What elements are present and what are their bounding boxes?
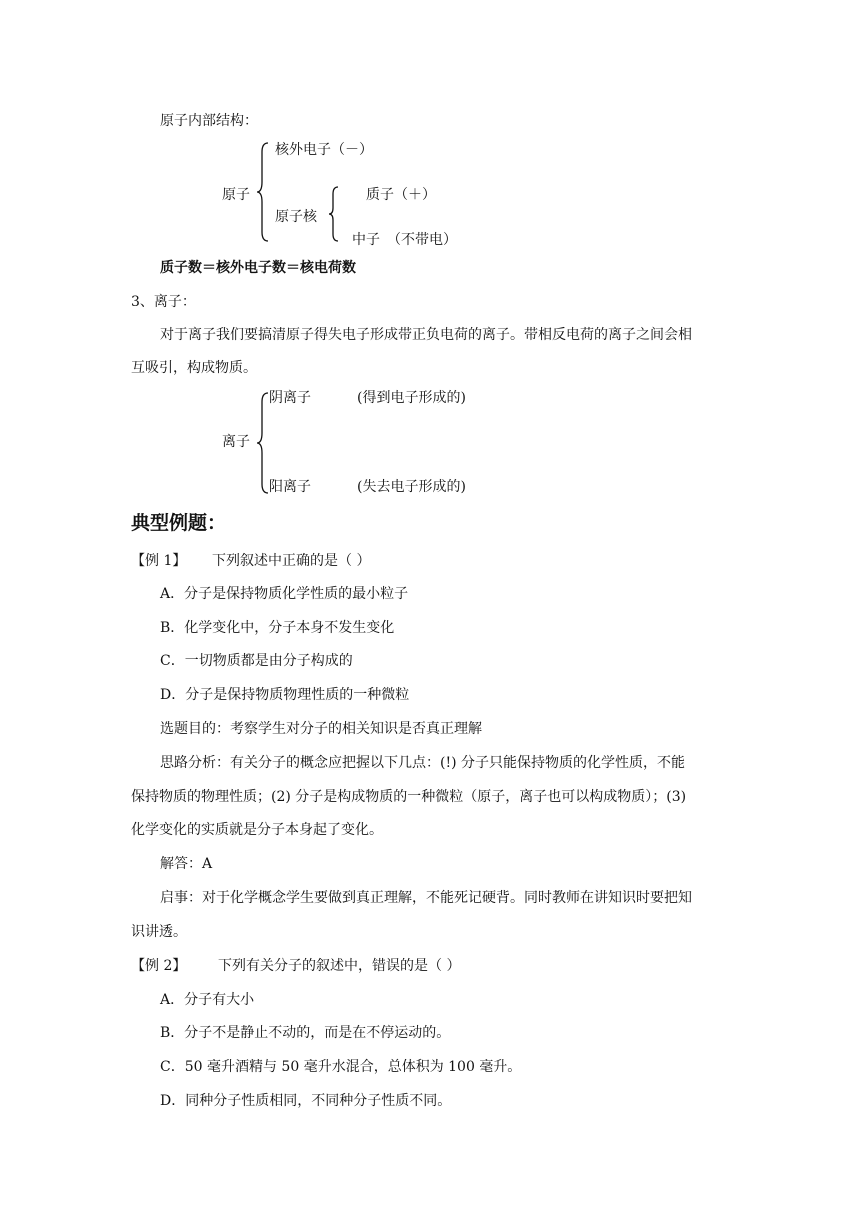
example1-analysis-line3: 化学变化的实质就是分子本身起了变化。 xyxy=(131,822,383,838)
example2-option-a: A．分子有大小 xyxy=(160,992,255,1008)
example1-insight-line2: 识讲透。 xyxy=(131,924,187,940)
cation-note: (失去电子形成的) xyxy=(357,479,466,495)
charge-formula: 质子数＝核外电子数＝核电荷数 xyxy=(160,260,356,276)
ion-heading: 3、离子： xyxy=(131,294,196,310)
cation-label: 阳离子 xyxy=(269,479,311,495)
anion-label: 阴离子 xyxy=(269,390,311,406)
ion-root-label: 离子 xyxy=(222,434,250,450)
example1-answer: 解答：A xyxy=(160,856,213,872)
ion-paragraph-line1: 对于离子我们要搞清原子得失电子形成带正负电荷的离子。带相反电荷的离子之间会相 xyxy=(160,327,692,343)
example1-label: 【例 1】 xyxy=(131,553,187,569)
atom-brace xyxy=(256,142,270,242)
example1-insight-line1: 启事：对于化学概念学生要做到真正理解，不能死记硬背。同时教师在讲知识时要把知 xyxy=(160,890,692,906)
anion-note: (得到电子形成的) xyxy=(357,390,466,406)
example1-option-c: C．一切物质都是由分子构成的 xyxy=(160,653,353,669)
example2-option-c: C．50 毫升酒精与 50 毫升水混合，总体积为 100 毫升。 xyxy=(160,1059,522,1075)
atom-heading: 原子内部结构： xyxy=(160,113,258,129)
neutron-label: 中子 （不带电） xyxy=(352,232,457,248)
examples-title: 典型例题： xyxy=(131,512,227,534)
example1-option-b: B．化学变化中，分子本身不发生变化 xyxy=(160,620,395,636)
example1-analysis-line1: 思路分析：有关分子的概念应把握以下几点：(!) 分子只能保持物质的化学性质，不能 xyxy=(160,755,685,771)
ion-brace xyxy=(256,392,270,494)
example1-option-d: D．分子是保持物质物理性质的一种微粒 xyxy=(160,687,410,703)
example2-question: 下列有关分子的叙述中，错误的是（ ） xyxy=(218,958,461,974)
example1-analysis-line2: 保持物质的物理性质；(2) 分子是构成物质的一种微粒（原子，离子也可以构成物质）；(3) xyxy=(131,789,687,805)
example1-question: 下列叙述中正确的是（ ） xyxy=(212,553,371,569)
nucleus-label: 原子核 xyxy=(275,209,317,225)
example2-label: 【例 2】 xyxy=(131,958,187,974)
atom-root-label: 原子 xyxy=(222,187,250,203)
nucleus-brace xyxy=(328,186,340,242)
example1-purpose: 选题目的：考察学生对分子的相关知识是否真正理解 xyxy=(160,721,482,737)
example2-option-d: D．同种分子性质相同，不同种分子性质不同。 xyxy=(160,1093,452,1109)
proton-label: 质子（＋） xyxy=(366,187,436,203)
electron-label: 核外电子（－） xyxy=(275,142,373,158)
example2-option-b: B．分子不是静止不动的，而是在不停运动的。 xyxy=(160,1025,451,1041)
ion-paragraph-line2: 互吸引，构成物质。 xyxy=(131,360,257,376)
example1-option-a: A．分子是保持物质化学性质的最小粒子 xyxy=(160,586,409,602)
